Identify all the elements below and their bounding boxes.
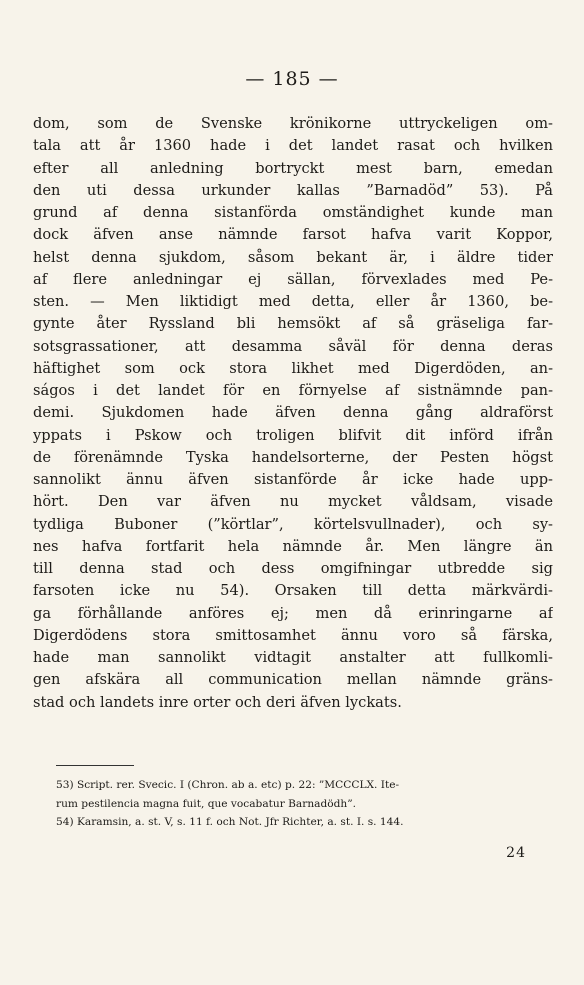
footnotes [56,776,536,832]
body-line: af flere anledningar ej sällan, förvexlades med Pe- [33,270,553,288]
body-line: demi. Sjukdomen hade äfven denna gång aldraförst [33,404,553,422]
body-line: Digerdödens stora smittosamhet ännu voro så färska, [33,626,553,644]
footnote-line: 54) Karamsin, a. st. V, s. 11 f. och Not. Jfr Richter, a. st. I. s. 144. [56,816,404,828]
body-line: gynte åter Ryssland bli hemsökt af så gräseliga far- [33,315,553,333]
body-line: dock äfven anse nämnde farsot hafva varit Koppor, [33,226,553,244]
body-line: dom, som de Svenske krönikorne uttryckeligen om- [33,115,553,132]
body-line: hade man sannolikt vidtagit anstalter att fullkomli- [33,649,553,666]
footnote-line: 53) Script. rer. Svecic. I (Chron. ab a. etc) p. 22: ”MCCCLX. Ite- [56,779,400,791]
body-line: tydliga Buboner (”körtlar”, körtelsvullnader), och sy- [33,515,553,533]
body-line: sten. — Men liktidigt med detta, eller år 1360, be- [33,293,553,310]
footnote-line: rum pestilencia magna fuit, que vocabatur Barnadödh”. [56,797,357,810]
body-line: nes hafva fortfarit hela nämnde år. Men längre än [33,537,553,555]
body-line: sotsgrassationer, att desamma såväl för denna deras [33,337,553,355]
footnote-divider [56,765,134,766]
body-line: grund af denna sistanförda omständighet kunde man [33,204,553,221]
body-line: helst denna sjukdom, såsom bekant är, i äldre tider [33,248,553,266]
body-line: ga förhållande anföres ej; men då erinringarne af [33,604,553,622]
body-line: efter all anledning bortryckt mest barn, emedan [33,159,553,177]
body-text [33,113,553,714]
page-number: — 185 — [245,68,339,90]
body-line: till denna stad och dess omgifningar utbredde sig [33,560,553,577]
body-line: gen afskära all communication mellan nämnde gräns- [33,671,553,689]
body-line: ságos i det landet för en förnyelse af sistnämnde pan- [33,382,553,399]
body-line: yppats i Pskow och troligen blifvit dit införd ifrån [33,426,553,444]
body-line: stad och landets inre orter och deri äfven lyckats. [33,693,402,711]
body-line: hört. Den var äfven nu mycket våldsam, visade [33,493,553,511]
body-line: farsoten icke nu 54). Orsaken till detta märkvärdi- [33,582,553,600]
body-line: häftighet som ock stora likhet med Digerdöden, an- [33,359,553,377]
body-line: de förenämnde Tyska handelsorterne, der Pesten högst [33,448,553,466]
body-line: den uti dessa urkunder kallas ”Barnadöd” 53). På [33,181,553,199]
body-line: sannolikt ännu äfven sistanförde år icke hade upp- [33,471,553,488]
signature-mark: 24 [506,845,526,861]
body-line: tala att år 1360 hade i det landet rasat och hvilken [33,137,553,155]
